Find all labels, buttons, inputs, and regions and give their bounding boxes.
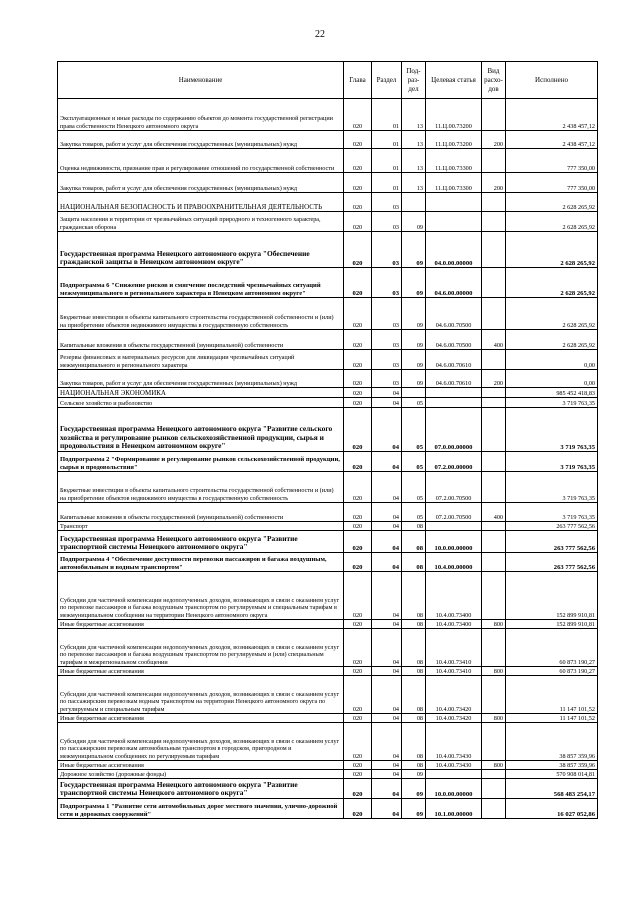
table-row [58, 370, 598, 388]
cell-executed: 2 438 457,12 [506, 99, 598, 131]
table-row [58, 388, 598, 398]
cell-expense-type [482, 522, 506, 531]
cell-target [426, 522, 482, 531]
cell-section: 01 [372, 99, 402, 131]
cell-name: Иные бюджетные ассигнования [58, 620, 344, 629]
cell-name: Бюджетные инвестиции в объекты капитального строительства государственной собственности и (или) на приобретение объектов недвижимого имущества в государственную собственность [58, 298, 344, 330]
cell-name: Капитальные вложения в объекты государственной (муниципальной) собственности [58, 503, 344, 522]
cell-target: 10.4.00.73430 [426, 761, 482, 770]
table-row [58, 572, 598, 620]
cell-executed: 152 899 910,81 [506, 620, 598, 629]
table-row [58, 723, 598, 761]
cell-section: 04 [372, 531, 402, 553]
cell-chapter: 020 [344, 620, 372, 629]
cell-name: Субсидии для частичной компенсации недополученных доходов, возникающих в связи с оказанием услуг по пассажирским перевозкам автомобильным транспортом в городском, пригородном и межмуниципальном сообщениях по регулируемым тарифам [58, 723, 344, 761]
cell-expense-type [482, 770, 506, 779]
cell-subsection: 08 [402, 572, 426, 620]
cell-expense-type [482, 193, 506, 212]
cell-executed: 2 628 265,92 [506, 193, 598, 212]
cell-subsection: 08 [402, 531, 426, 553]
cell-target: 10.4.00.73420 [426, 676, 482, 714]
cell-chapter: 020 [344, 779, 372, 799]
cell-subsection: 09 [402, 298, 426, 330]
cell-subsection: 05 [402, 452, 426, 472]
cell-target: 10.4.00.73410 [426, 667, 482, 676]
cell-subsection: 05 [402, 503, 426, 522]
cell-section: 03 [372, 298, 402, 330]
cell-chapter: 020 [344, 522, 372, 531]
cell-target: 10.1.00.00000 [426, 799, 482, 819]
header-expense-type: Вид расхо-дов [482, 62, 506, 99]
cell-target: 11.Ц.00.73200 [426, 99, 482, 131]
table-row [58, 408, 598, 452]
header-executed: Исполнено [506, 62, 598, 99]
cell-expense-type [482, 408, 506, 452]
cell-expense-type: 400 [482, 330, 506, 350]
cell-expense-type [482, 553, 506, 572]
cell-executed: 0,00 [506, 370, 598, 388]
cell-target: 10.4.00.73420 [426, 714, 482, 723]
cell-executed: 3 719 763,35 [506, 408, 598, 452]
cell-section: 04 [372, 629, 402, 667]
cell-chapter: 020 [344, 408, 372, 452]
cell-target: 07.2.00.00000 [426, 452, 482, 472]
table-row [58, 799, 598, 819]
cell-name: Государственная программа Ненецкого автономного округа "Развитие транспортной системы Ненецкого автономного округа" [58, 779, 344, 799]
cell-section: 03 [372, 232, 402, 268]
cell-target: 11.Ц.00.73300 [426, 149, 482, 173]
cell-expense-type [482, 232, 506, 268]
cell-subsection: 13 [402, 173, 426, 193]
cell-expense-type: 800 [482, 667, 506, 676]
table-row [58, 398, 598, 408]
cell-section: 03 [372, 370, 402, 388]
cell-chapter: 020 [344, 173, 372, 193]
cell-expense-type [482, 676, 506, 714]
cell-name: Государственная программа Ненецкого автономного округа "Развитие транспортной системы Ненецкого автономного округа" [58, 531, 344, 553]
cell-executed: 777 350,00 [506, 173, 598, 193]
table-row [58, 761, 598, 770]
table-row [58, 667, 598, 676]
cell-chapter: 020 [344, 761, 372, 770]
cell-subsection: 09 [402, 350, 426, 370]
cell-expense-type [482, 799, 506, 819]
cell-section: 04 [372, 388, 402, 398]
cell-name: Подпрограмма 6 "Снижение рисков и смягчение последствий чрезвычайных ситуаций межмуниципального и регионального характера в Ненецком автономном округе" [58, 268, 344, 298]
table-row [58, 99, 598, 131]
header-target: Целевая статья [426, 62, 482, 99]
table-row [58, 553, 598, 572]
cell-chapter: 020 [344, 268, 372, 298]
cell-executed: 3 719 763,35 [506, 452, 598, 472]
cell-expense-type: 200 [482, 370, 506, 388]
cell-target [426, 398, 482, 408]
cell-chapter: 020 [344, 330, 372, 350]
table-row [58, 714, 598, 723]
cell-subsection: 09 [402, 770, 426, 779]
cell-executed: 60 873 190,27 [506, 667, 598, 676]
cell-section: 04 [372, 770, 402, 779]
cell-name: Защита населения и территории от чрезвычайных ситуаций природного и техногенного характера, гражданская оборона [58, 212, 344, 232]
table-row [58, 298, 598, 330]
cell-expense-type: 800 [482, 761, 506, 770]
cell-expense-type: 400 [482, 503, 506, 522]
cell-chapter: 020 [344, 298, 372, 330]
cell-executed: 16 027 052,86 [506, 799, 598, 819]
table-row [58, 149, 598, 173]
cell-name: Подпрограмма 2 "Формирование и регулирование рынков сельскохозяйственной продукции, сырья и продовольствия" [58, 452, 344, 472]
cell-chapter: 020 [344, 572, 372, 620]
cell-name: Бюджетные инвестиции в объекты капитального строительства государственной собственности и (или) на приобретение объектов недвижимого имущества в государственную собственность [58, 472, 344, 503]
cell-chapter: 020 [344, 553, 372, 572]
cell-section: 04 [372, 723, 402, 761]
cell-expense-type: 200 [482, 131, 506, 149]
cell-target: 07.0.00.00000 [426, 408, 482, 452]
cell-target: 04.6.00.00000 [426, 268, 482, 298]
cell-expense-type [482, 398, 506, 408]
cell-name: Закупка товаров, работ и услуг для обеспечения государственных (муниципальных) нужд [58, 173, 344, 193]
cell-target [426, 388, 482, 398]
cell-subsection: 09 [402, 330, 426, 350]
cell-section: 04 [372, 398, 402, 408]
cell-name: Субсидии для частичной компенсации недополученных доходов, возникающих в связи с оказанием услуг по пассажирским перевозкам водным транспортом на территории Ненецкого автономного округа по регулируемым и специальным тарифам [58, 676, 344, 714]
cell-subsection: 13 [402, 99, 426, 131]
cell-executed: 570 908 014,81 [506, 770, 598, 779]
cell-expense-type [482, 572, 506, 620]
table-row [58, 770, 598, 779]
cell-section: 04 [372, 779, 402, 799]
cell-subsection: 09 [402, 779, 426, 799]
cell-section: 04 [372, 408, 402, 452]
cell-chapter: 020 [344, 452, 372, 472]
cell-name: Закупка товаров, работ и услуг для обеспечения государственных (муниципальных) нужд [58, 370, 344, 388]
cell-chapter: 020 [344, 799, 372, 819]
table-row [58, 620, 598, 629]
cell-executed: 2 438 457,12 [506, 131, 598, 149]
cell-section: 04 [372, 472, 402, 503]
cell-target: 10.4.00.73400 [426, 620, 482, 629]
cell-executed: 777 350,00 [506, 149, 598, 173]
cell-chapter: 020 [344, 99, 372, 131]
cell-target: 10.4.00.00000 [426, 553, 482, 572]
cell-target: 04.6.00.70500 [426, 330, 482, 350]
cell-executed: 11 147 101,52 [506, 714, 598, 723]
table-row [58, 212, 598, 232]
cell-target: 07.2.00.70500 [426, 472, 482, 503]
cell-subsection: 08 [402, 676, 426, 714]
cell-name: Иные бюджетные ассигнования [58, 667, 344, 676]
cell-chapter: 020 [344, 131, 372, 149]
cell-subsection: 05 [402, 472, 426, 503]
cell-executed: 0,00 [506, 350, 598, 370]
cell-target: 04.0.00.00000 [426, 232, 482, 268]
cell-executed: 2 628 265,92 [506, 330, 598, 350]
cell-name: Резервы финансовых и материальных ресурсов для ликвидации чрезвычайных ситуаций межмуниципального и регионального характера [58, 350, 344, 370]
cell-target [426, 193, 482, 212]
table-row [58, 350, 598, 370]
table-row [58, 629, 598, 667]
cell-executed: 985 452 418,83 [506, 388, 598, 398]
cell-executed: 2 628 265,92 [506, 232, 598, 268]
table-row [58, 472, 598, 503]
table-row [58, 268, 598, 298]
cell-subsection: 09 [402, 232, 426, 268]
table-row [58, 193, 598, 212]
cell-expense-type [482, 212, 506, 232]
cell-target: 10.4.00.73430 [426, 723, 482, 761]
cell-name: Закупка товаров, работ и услуг для обеспечения государственных (муниципальных) нужд [58, 131, 344, 149]
cell-subsection: 13 [402, 149, 426, 173]
cell-executed: 11 147 101,52 [506, 676, 598, 714]
table-row [58, 452, 598, 472]
cell-executed: 2 628 265,92 [506, 298, 598, 330]
cell-target: 04.6.00.70610 [426, 350, 482, 370]
cell-section: 04 [372, 620, 402, 629]
cell-expense-type [482, 629, 506, 667]
cell-section: 03 [372, 330, 402, 350]
cell-subsection: 09 [402, 268, 426, 298]
cell-target: 10.0.00.00000 [426, 779, 482, 799]
cell-chapter: 020 [344, 212, 372, 232]
cell-executed: 152 899 910,81 [506, 572, 598, 620]
cell-name: Дорожное хозяйство (дорожные фонды) [58, 770, 344, 779]
cell-executed: 38 857 359,96 [506, 761, 598, 770]
cell-subsection: 09 [402, 799, 426, 819]
cell-target: 04.6.00.70610 [426, 370, 482, 388]
cell-chapter: 020 [344, 149, 372, 173]
cell-chapter: 020 [344, 193, 372, 212]
cell-name: Субсидии для частичной компенсации недополученных доходов, возникающих в связи с оказанием услуг по перевозке пассажиров и багажа воздушным транспортом по регулируемым и специальным тарифам в межмуниципальном сообщении на территории Ненецкого автономного округа [58, 572, 344, 620]
cell-target: 10.4.00.73410 [426, 629, 482, 667]
cell-section: 04 [372, 761, 402, 770]
cell-section: 01 [372, 173, 402, 193]
cell-expense-type [482, 779, 506, 799]
cell-executed: 2 628 265,92 [506, 268, 598, 298]
cell-section: 01 [372, 131, 402, 149]
cell-name: Иные бюджетные ассигнования [58, 761, 344, 770]
cell-section: 04 [372, 452, 402, 472]
table-row [58, 779, 598, 799]
cell-subsection: 08 [402, 667, 426, 676]
table-row [58, 522, 598, 531]
cell-name: Сельское хозяйство и рыболовство [58, 398, 344, 408]
table-row [58, 173, 598, 193]
cell-chapter: 020 [344, 472, 372, 503]
cell-subsection: 08 [402, 553, 426, 572]
cell-name: Капитальные вложения в объекты государственной (муниципальной) собственности [58, 330, 344, 350]
cell-subsection: 08 [402, 629, 426, 667]
cell-executed: 3 719 763,35 [506, 398, 598, 408]
table-row [58, 531, 598, 553]
cell-section: 04 [372, 799, 402, 819]
cell-subsection: 08 [402, 761, 426, 770]
cell-executed: 38 857 359,96 [506, 723, 598, 761]
cell-name: Оценка недвижимости, признание прав и регулирование отношений по государственной собственности [58, 149, 344, 173]
cell-chapter: 020 [344, 531, 372, 553]
cell-executed: 568 483 254,17 [506, 779, 598, 799]
cell-section: 04 [372, 667, 402, 676]
cell-name: Транспорт [58, 522, 344, 531]
header-name: Наименование [58, 62, 344, 99]
cell-subsection: 05 [402, 398, 426, 408]
cell-chapter: 020 [344, 388, 372, 398]
cell-section: 03 [372, 350, 402, 370]
cell-name: НАЦИОНАЛЬНАЯ ЭКОНОМИКА [58, 388, 344, 398]
cell-expense-type [482, 350, 506, 370]
cell-subsection: 09 [402, 370, 426, 388]
cell-name: Субсидии для частичной компенсации недополученных доходов, возникающих в связи с оказанием услуг по перевозке пассажиров и багажа воздушным транспортом по регулируемым и (или) специальным тарифам в межрегиональном сообщении [58, 629, 344, 667]
cell-chapter: 020 [344, 770, 372, 779]
cell-section: 04 [372, 503, 402, 522]
cell-target: 04.6.00.70500 [426, 298, 482, 330]
cell-name: Подпрограмма 4 "Обеспечение доступности перевозки пассажиров и багажа воздушным, автомобильным и водным транспортом" [58, 553, 344, 572]
cell-executed: 3 719 763,35 [506, 503, 598, 522]
cell-subsection [402, 388, 426, 398]
cell-chapter: 020 [344, 370, 372, 388]
cell-chapter: 020 [344, 667, 372, 676]
cell-expense-type [482, 268, 506, 298]
cell-section: 04 [372, 676, 402, 714]
cell-section: 03 [372, 193, 402, 212]
cell-subsection: 08 [402, 620, 426, 629]
table-row [58, 131, 598, 149]
cell-executed: 60 873 190,27 [506, 629, 598, 667]
cell-expense-type: 800 [482, 714, 506, 723]
cell-subsection: 08 [402, 522, 426, 531]
header-chapter: Глава [344, 62, 372, 99]
cell-chapter: 020 [344, 714, 372, 723]
table-row [58, 330, 598, 350]
cell-name: НАЦИОНАЛЬНАЯ БЕЗОПАСНОСТЬ И ПРАВООХРАНИТЕЛЬНАЯ ДЕЯТЕЛЬНОСТЬ [58, 193, 344, 212]
cell-expense-type: 800 [482, 620, 506, 629]
cell-section: 04 [372, 714, 402, 723]
cell-expense-type [482, 723, 506, 761]
cell-target [426, 212, 482, 232]
cell-expense-type [482, 298, 506, 330]
cell-chapter: 020 [344, 503, 372, 522]
cell-executed: 263 777 562,56 [506, 553, 598, 572]
cell-section: 04 [372, 522, 402, 531]
cell-expense-type: 200 [482, 173, 506, 193]
cell-section: 04 [372, 572, 402, 620]
cell-expense-type [482, 388, 506, 398]
cell-subsection: 08 [402, 714, 426, 723]
cell-target: 11.Ц.00.73300 [426, 173, 482, 193]
cell-executed: 3 719 763,35 [506, 472, 598, 503]
page-number: 22 [315, 29, 325, 40]
cell-chapter: 020 [344, 232, 372, 268]
cell-subsection: 09 [402, 212, 426, 232]
cell-chapter: 020 [344, 723, 372, 761]
cell-expense-type [482, 472, 506, 503]
cell-chapter: 020 [344, 676, 372, 714]
cell-subsection: 08 [402, 723, 426, 761]
cell-target: 10.4.00.73400 [426, 572, 482, 620]
cell-section: 03 [372, 212, 402, 232]
cell-target: 07.2.00.70500 [426, 503, 482, 522]
cell-chapter: 020 [344, 350, 372, 370]
cell-target: 10.0.00.00000 [426, 531, 482, 553]
cell-name: Государственная программа Ненецкого автономного округа "Обеспечение гражданской защиты в Ненецком автономном округе" [58, 232, 344, 268]
cell-name: Подпрограмма 1 "Развитие сети автомобильных дорог местного значения, улично-дорожной сети и дорожных сооружений" [58, 799, 344, 819]
cell-chapter: 020 [344, 629, 372, 667]
cell-section: 03 [372, 268, 402, 298]
cell-name: Эксплуатационные и иные расходы по содержанию объектов до момента государственной регистрации права собственности Ненецкого автономного округа [58, 99, 344, 131]
cell-expense-type [482, 149, 506, 173]
table-row [58, 232, 598, 268]
table-header-row [58, 62, 598, 99]
cell-target [426, 770, 482, 779]
cell-executed: 263 777 562,56 [506, 531, 598, 553]
cell-executed: 263 777 562,56 [506, 522, 598, 531]
cell-expense-type [482, 531, 506, 553]
cell-executed: 2 628 265,92 [506, 212, 598, 232]
budget-table [57, 61, 598, 819]
header-section: Раздел [372, 62, 402, 99]
cell-expense-type [482, 452, 506, 472]
cell-subsection: 05 [402, 408, 426, 452]
cell-target: 11.Ц.00.73200 [426, 131, 482, 149]
cell-chapter: 020 [344, 398, 372, 408]
cell-subsection: 13 [402, 131, 426, 149]
cell-section: 01 [372, 149, 402, 173]
cell-subsection [402, 193, 426, 212]
cell-name: Государственная программа Ненецкого автономного округа "Развитие сельского хозяйства и регулирование рынков сельскохозяйственной продукции, сырья и продовольствия в Ненецком автономном округе" [58, 408, 344, 452]
header-subsection: Под-раз-дел [402, 62, 426, 99]
cell-expense-type [482, 99, 506, 131]
table-row [58, 503, 598, 522]
cell-section: 04 [372, 553, 402, 572]
table-row [58, 676, 598, 714]
cell-name: Иные бюджетные ассигнования [58, 714, 344, 723]
